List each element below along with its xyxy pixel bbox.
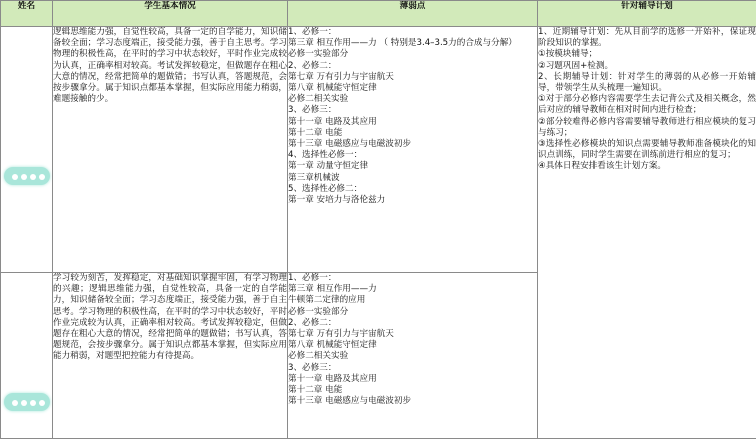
- weak-line: 必修二相关实验: [288, 351, 537, 362]
- weak-line: 第十二章 电能: [288, 128, 537, 139]
- plan-line: ①对于部分必修内容需要学生去记背公式及相关概念，然后对应的辅导教师在相对时间内进行检查；: [538, 94, 756, 116]
- redaction-blob: [4, 393, 50, 411]
- plan-line: 2、长期辅导计划：针对学生的薄弱的从必修一开始辅导，带领学生从头梳理一遍知识。: [538, 72, 756, 94]
- header-name: 姓名: [1, 1, 53, 27]
- weak-line: 第七章 万有引力与宇宙航天: [288, 329, 537, 340]
- weak-line: 4、选择性必修一：: [288, 150, 537, 161]
- plan-line: ④具体日程安排看该生计划方案。: [538, 161, 756, 172]
- weak-points-2: [288, 273, 538, 439]
- student-name-redacted-1: [1, 27, 53, 273]
- weak-line: 第十三章 电磁感应与电磁波初步: [288, 139, 537, 150]
- weak-line: 必修一实验部分: [288, 49, 537, 60]
- weak-line: 第一章 动量守恒定律: [288, 161, 537, 172]
- weak-line: 必修二相关实验: [288, 94, 537, 105]
- weak-line: 1、必修一：: [288, 27, 537, 38]
- plan-line: ①按模块辅导；: [538, 49, 756, 60]
- weak-line: 必修一实验部分: [288, 307, 537, 318]
- plan-line: ②部分较难得必修内容需要辅导教师进行相应模块的复习与练习；: [538, 117, 756, 139]
- weak-line: 第三章机械波: [288, 173, 537, 184]
- weak-line: 第八章 机械能守恒定律: [288, 340, 537, 351]
- weak-line: 2、必修二：: [288, 318, 537, 329]
- weak-points-1: [288, 27, 538, 273]
- student-info-1: 逻辑思维能力强，自觉性较高，具备一定的自学能力，知识储备较全面；学习态度端正，接受能力强，善于自主思考。学习物理的积极性高，在平时的学习中状态较好，平时作业完成较为认真，正确率相对较高。考试发挥较稳定，但做题存在粗心大意的情况，经常把简单的题做错；书写认真，答题规范，会按步骤拿分。属于知识点都基本掌握，但实际应用能力稍弱，难题接触的少。: [53, 27, 288, 273]
- student-row-1: [1, 27, 756, 273]
- weak-line: 第十三章 电磁感应与电磁波初步: [288, 396, 537, 407]
- header-row: [1, 1, 756, 27]
- weak-line: 第十一章 电路及其应用: [288, 374, 537, 385]
- student-info-2: 学习较为刻苦，发挥稳定，对基础知识掌握牢固，有学习物理的兴趣；逻辑思维能力强，自觉性较高，具备一定的自学能力，知识储备较全面；学习态度端正，接受能力强，善于自主思考。学习物理的积极性高，在平时的学习中状态较好，平时作业完成较为认真，正确率相对较高。考试发挥较稳定，但做题存在粗心大意的情况，经常把简单的题做错；书写认真，答题规范，会按步骤拿分。属于知识点都基本掌握，但实际应用能力稍弱，对题型把控能力有待提高。: [53, 273, 288, 439]
- weak-line: 3、必修三：: [288, 363, 537, 374]
- plan-line: 1、近期辅导计划：先从目前学的选修一开始补，保证现阶段知识的掌握。: [538, 27, 756, 49]
- plan-line: ②习题巩固+检测。: [538, 61, 756, 72]
- weak-line: 第八章 机械能守恒定律: [288, 83, 537, 94]
- plan-line: ③选择性必修模块的知识点需要辅导教师准备模块化的知识点训练，同时学生需要在训练前进行相应的复习；: [538, 139, 756, 161]
- weak-line: 2、必修二：: [288, 61, 537, 72]
- header-plan: 针对辅导计划: [538, 1, 756, 27]
- weak-line: 第七章 万有引力与宇宙航天: [288, 72, 537, 83]
- weak-line: 3、必修三：: [288, 105, 537, 116]
- header-weak: 薄弱点: [288, 1, 538, 27]
- weak-line: 第三章 相互作用——力 （ 特别是3.4–3.5力的合成与分解）: [288, 38, 537, 49]
- weak-line: 第三章 相互作用——力: [288, 284, 537, 295]
- weak-line: 第十二章 电能: [288, 385, 537, 396]
- redaction-blob: [4, 167, 50, 185]
- weak-line: 5、选择性必修二：: [288, 184, 537, 195]
- student-name-redacted-2: [1, 273, 53, 439]
- weak-line: 1、必修一：: [288, 273, 537, 284]
- weak-line: 第一章 安培力与洛伦兹力: [288, 195, 537, 206]
- weak-line: 第十一章 电路及其应用: [288, 117, 537, 128]
- weak-line: 牛顿第二定律的应用: [288, 295, 537, 306]
- header-info: 学生基本情况: [53, 1, 288, 27]
- tutoring-plan: [538, 27, 756, 439]
